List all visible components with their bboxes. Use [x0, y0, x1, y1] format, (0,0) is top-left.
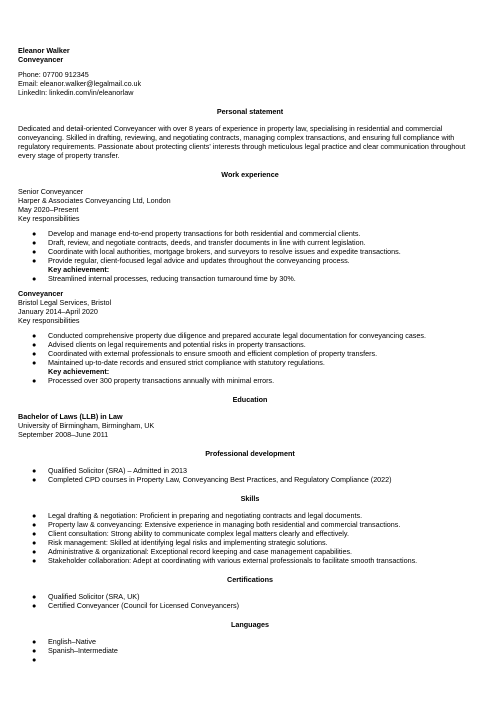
bullet-icon: ● — [32, 646, 37, 655]
key-achievement-label: Key achievement: — [48, 367, 110, 376]
bullet-icon: ● — [32, 556, 37, 565]
job-entry — [18, 187, 482, 283]
bullet-icon: ● — [32, 466, 37, 475]
contact-phone: Phone: 07700 912345 — [18, 70, 89, 79]
list-item: ● Spanish–Intermediate — [32, 646, 118, 655]
list-item: ● Client consultation: Strong ability to communicate complex legal matters clearly and effectively. — [32, 529, 349, 538]
work-experience-heading: Work experience — [221, 170, 279, 179]
bullet-icon: ● — [32, 349, 37, 358]
list-item: ● Qualified Solicitor (SRA) – Admitted in 2013 — [32, 466, 188, 475]
list-item — [18, 655, 482, 664]
skills-list — [18, 511, 482, 565]
professional-development-heading: Professional development — [205, 449, 295, 458]
bullet-icon: ● — [32, 274, 37, 283]
list-item: ● English–Native — [32, 637, 96, 646]
list-item: ● Provide regular, client-focused legal advice and updates throughout the conveyancing process. — [32, 256, 350, 265]
list-item: ● Risk management: Skilled at identifying legal risks and implementing strategic solutions. — [32, 538, 328, 547]
job-role: Senior Conveyancer — [18, 187, 84, 196]
personal-statement-heading: Personal statement — [216, 107, 284, 116]
list-item: ● Coordinate with local authorities, mortgage brokers, and surveyors to resolve issues and expedite transactions. — [32, 247, 401, 256]
bullet-icon: ● — [32, 601, 37, 610]
list-item: ● Conducted comprehensive property due diligence and prepared accurate legal documentation for conveyancing cases. — [32, 331, 426, 340]
languages-heading: Languages — [231, 620, 269, 629]
school: University of Birmingham, Birmingham, UK — [18, 421, 155, 430]
job-company: Bristol Legal Services, Bristol — [18, 298, 112, 307]
bullet-icon: ● — [32, 358, 37, 367]
bullet-icon: ● — [32, 229, 37, 238]
contact-linkedin: LinkedIn: linkedin.com/in/eleanorlaw — [18, 88, 134, 97]
list-item: ● Qualified Solicitor (SRA, UK) — [32, 592, 140, 601]
list-item: ● Streamlined internal processes, reducing transaction turnaround time by 30%. — [32, 274, 296, 283]
job-entry — [18, 289, 482, 385]
professional-development-list — [18, 466, 482, 484]
job-dates: May 2020–Present — [18, 205, 79, 214]
skills-heading: Skills — [240, 494, 260, 503]
job-company: Harper & Associates Conveyancing Ltd, London — [18, 196, 171, 205]
bullet-icon: ● — [32, 520, 37, 529]
bullet-icon: ● — [32, 538, 37, 547]
bullet-icon: ● — [32, 475, 37, 484]
list-item: ● Legal drafting & negotiation: Proficient in preparing and negotiating contracts and legal documents. — [32, 511, 363, 520]
bullet-icon: ● — [32, 247, 37, 256]
bullet-icon: ● — [32, 238, 37, 247]
bullet-icon: ● — [32, 637, 37, 646]
job-responsibilities-list — [18, 229, 482, 283]
list-item: ● Certified Conveyancer (Council for Licensed Conveyancers) — [32, 601, 239, 610]
job-role: Conveyancer — [18, 289, 64, 298]
list-item: ● Develop and manage end-to-end property transactions for both residential and commercial clients. — [32, 229, 361, 238]
candidate-title: Conveyancer — [18, 55, 64, 64]
certifications-list — [18, 592, 482, 610]
contact-email: Email: eleanor.walker@legalmail.co.uk — [18, 79, 142, 88]
list-item: ● Administrative & organizational: Exceptional record keeping and case management capabilities. — [32, 547, 353, 556]
education-heading: Education — [232, 395, 268, 404]
certifications-heading: Certifications — [227, 575, 273, 584]
bullet-icon: ● — [32, 592, 37, 601]
bullet-icon: ● — [32, 529, 37, 538]
languages-list — [18, 637, 482, 664]
bullet-icon: ● — [32, 547, 37, 556]
list-item: ● Draft, review, and negotiate contracts, deeds, and transfer documents in line with current legislation. — [32, 238, 366, 247]
bullet-icon: ● — [32, 331, 37, 340]
job-dates: January 2014–April 2020 — [18, 307, 98, 316]
degree: Bachelor of Laws (LLB) in Law — [18, 412, 123, 421]
personal-statement-text: Dedicated and detail-oriented Conveyancer with over 8 years of experience in property law, specialising in residential and commercial conveyancing. Skilled in drafting, reviewing, and negotiating contracts, managing complex transactions, and ensuring full compliance with regulatory requirements. Passionate about protecting clients' interests through meticulous legal practice and clear communication throughout every stage of property transfer. — [18, 124, 466, 160]
job-responsibilities-list — [18, 331, 482, 385]
bullet-icon: ● — [32, 256, 37, 265]
list-item: ● Completed CPD courses in Property Law, Conveyancing Best Practices, and Regulatory Compliance (2022) — [32, 475, 392, 484]
job-responsibilities-label: Key responsibilities — [18, 214, 80, 223]
bullet-icon: ● — [32, 655, 37, 664]
list-item: ● Advised clients on legal requirements and potential risks in property transactions. — [32, 340, 306, 349]
list-item: ● Processed over 300 property transactions annually with minimal errors. — [32, 376, 275, 385]
candidate-name: Eleanor Walker — [18, 46, 70, 55]
bullet-icon: ● — [32, 376, 37, 385]
header — [18, 46, 482, 97]
list-item: ● Stakeholder collaboration: Adept at coordinating with various external professionals to facilitate smooth transactions. — [32, 556, 418, 565]
bullet-icon: ● — [32, 340, 37, 349]
key-achievement-label: Key achievement: — [48, 265, 110, 274]
list-item: ● Maintained up-to-date records and ensured strict compliance with statutory regulations. — [32, 358, 325, 367]
bullet-icon: ● — [32, 511, 37, 520]
list-item: ● Coordinated with external professionals to ensure smooth and efficient completion of property transfers. — [32, 349, 378, 358]
list-item: ● Property law & conveyancing: Extensive experience in managing both residential and commercial transactions. — [32, 520, 401, 529]
job-responsibilities-label: Key responsibilities — [18, 316, 80, 325]
education-dates: September 2008–June 2011 — [18, 430, 109, 439]
